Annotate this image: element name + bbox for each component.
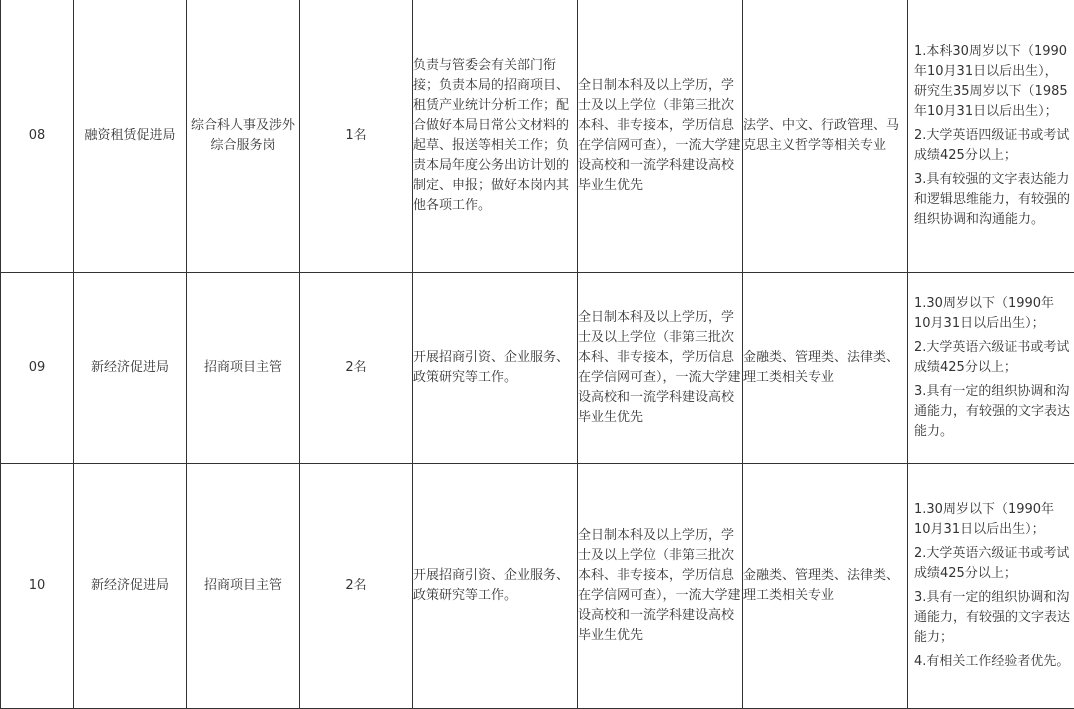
requirement-item: 1.30周岁以下（1990年10月31日以后出生）；: [914, 294, 1070, 334]
job-duties: 开展招商引资、企业服务、政策研究等工作。: [413, 273, 578, 464]
requirement-item: 3.具有较强的文字表达能力和逻辑思维能力，有较强的组织协调和沟通能力。: [914, 170, 1070, 230]
requirement-item: 3.具有一定的组织协调和沟通能力，有较强的文字表达能力；: [914, 588, 1070, 648]
headcount: 2名: [300, 273, 413, 464]
requirements-list: [908, 42, 1074, 230]
job-duties: 负责与管委会有关部门衔接；负责本局的招商项目、租赁产业统计分析工作；配合做好本局日常公文材料的起草、报送等相关工作；负责本局年度公务出访计划的制定、申报；做好本岗内其他各项工作。: [413, 0, 578, 273]
position-name: 招商项目主管: [187, 464, 300, 709]
table-row: [1, 273, 1074, 464]
requirement-item: 2.大学英语六级证书或考试成绩425分以上；: [914, 338, 1070, 378]
major-requirement: 金融类、管理类、法律类、理工类相关专业: [743, 273, 908, 464]
headcount: 2名: [300, 464, 413, 709]
row-number: 10: [1, 464, 74, 709]
row-number: 09: [1, 273, 74, 464]
education-requirement: 全日制本科及以上学历，学士及以上学位（非第三批次本科、非专接本，学历信息在学信网可查），一流大学建设高校和一流学科建设高校毕业生优先: [578, 464, 743, 709]
table-row: [1, 0, 1074, 273]
education-requirement: 全日制本科及以上学历，学士及以上学位（非第三批次本科、非专接本，学历信息在学信网可查），一流大学建设高校和一流学科建设高校毕业生优先: [578, 273, 743, 464]
requirement-item: 2.大学英语六级证书或考试成绩425分以上；: [914, 544, 1070, 584]
requirement-item: 1.30周岁以下（1990年10月31日以后出生）；: [914, 500, 1070, 540]
unit-name: 融资租赁促进局: [74, 0, 187, 273]
requirement-item: 3.具有一定的组织协调和沟通能力，有较强的文字表达能力。: [914, 382, 1070, 442]
table-row: [1, 464, 1074, 709]
unit-name: 新经济促进局: [74, 464, 187, 709]
other-requirements: [908, 273, 1074, 464]
requirement-item: 4.有相关工作经验者优先。: [914, 652, 1070, 672]
requirement-item: 1.本科30周岁以下（1990年10月31日以后出生），研究生35周岁以下（1985年10月31日以后出生）；: [914, 42, 1070, 122]
requirements-list: [908, 294, 1074, 442]
other-requirements: [908, 464, 1074, 709]
other-requirements: [908, 0, 1074, 273]
row-number: 08: [1, 0, 74, 273]
requirement-item: 2.大学英语四级证书或考试成绩425分以上；: [914, 126, 1070, 166]
major-requirement: 法学、中文、行政管理、马克思主义哲学等相关专业: [743, 0, 908, 273]
unit-name: 新经济促进局: [74, 273, 187, 464]
requirements-list: [908, 500, 1074, 672]
position-name: 招商项目主管: [187, 273, 300, 464]
major-requirement: 金融类、管理类、法律类、理工类相关专业: [743, 464, 908, 709]
job-duties: 开展招商引资、企业服务、政策研究等工作。: [413, 464, 578, 709]
position-name: 综合科人事及涉外综合服务岗: [187, 0, 300, 273]
headcount: 1名: [300, 0, 413, 273]
education-requirement: 全日制本科及以上学历，学士及以上学位（非第三批次本科、非专接本，学历信息在学信网可查），一流大学建设高校和一流学科建设高校毕业生优先: [578, 0, 743, 273]
